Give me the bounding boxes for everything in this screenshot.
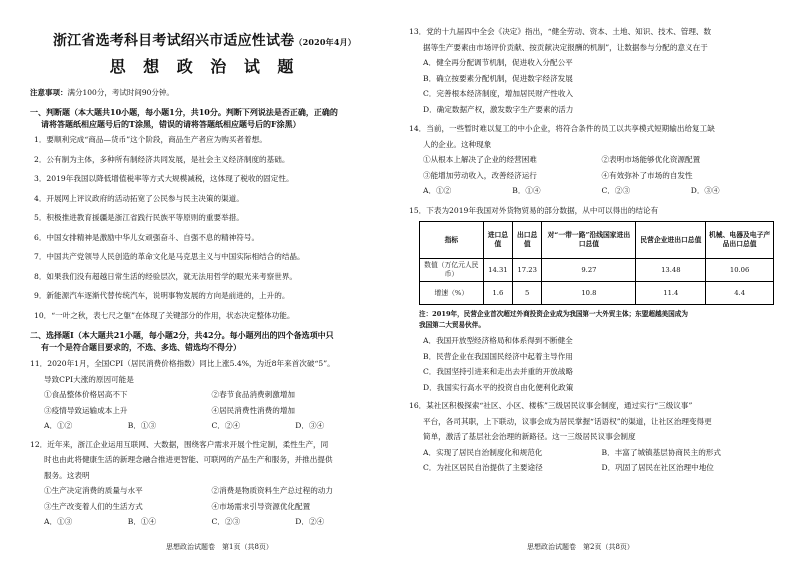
table-row bbox=[420, 282, 774, 305]
choice-d: D．我国实行高水平的投资自由化便利化政策 bbox=[423, 382, 574, 392]
question-12-stem-cont: 时也由此将健康生活的新理念融合推进更智能、可联网的产品生产和服务，并推出提供 bbox=[44, 455, 333, 464]
choice-d: D．②④ bbox=[295, 517, 325, 526]
question-16-stem-cont: 简单，激活了基层社会治理的新路径。这一三级居民议事会制度 bbox=[423, 432, 636, 441]
exam-title bbox=[30, 30, 379, 50]
statement-2: 2．公有制为主体，多种所有制经济共同发展，是社会主义经济制度的基础。 bbox=[34, 154, 290, 164]
choice-c: C．②③ bbox=[211, 517, 241, 526]
choice-d: D．③④ bbox=[295, 421, 325, 430]
item: ③能增加劳动收入，改善经济运行 bbox=[423, 170, 537, 180]
section-1-heading bbox=[30, 106, 379, 130]
table-header-cell: 对“一带一路”沿线国家进出口总值 bbox=[542, 222, 636, 259]
true-false-list bbox=[30, 130, 379, 325]
question-12-stem: 12．近年来，浙江企业运用互联网、大数据，围绕客户需求开展个性定制，柔性生产，同 bbox=[30, 439, 329, 449]
question-13-stem: 13．党的十九届四中全会《决定》指出，“健全劳动、资本、土地、知识、技术、管理、数 bbox=[409, 27, 712, 36]
table-header-cell: 出口总值 bbox=[513, 222, 542, 259]
question-11-items-b bbox=[30, 403, 379, 419]
choice-b: B．①④ bbox=[512, 186, 541, 195]
choice-a: A．①② bbox=[423, 186, 452, 195]
table-header-cell: 民营企业进出口总值 bbox=[636, 222, 706, 259]
question-15-stem: 15．下表为2019年我国对外货物贸易的部分数据，从中可以得出的结论有 bbox=[409, 205, 659, 215]
question-12 bbox=[30, 437, 379, 530]
question-16-choices-b bbox=[409, 460, 780, 476]
table-header-cell: 机械、电器及电子产品出口总值 bbox=[706, 222, 774, 259]
statement-6: 6．中国女排精神是激励中华儿女顽强奋斗、自强不息的精神符号。 bbox=[34, 232, 260, 242]
choice-d: D．确定数据产权，激发数字生产要素的活力 bbox=[423, 104, 574, 114]
choice-c: C．完善根本经济制度，增加居民财产性收入 bbox=[423, 89, 574, 98]
table-cell: 9.27 bbox=[542, 259, 636, 282]
item: ①生产决定消费的质量与水平 bbox=[44, 486, 143, 495]
question-14 bbox=[409, 121, 780, 199]
item: ③疫情导致运输成本上升 bbox=[44, 405, 128, 415]
section-1-heading-line2: 请将答题纸相应题号后的T涂黑，错误的请将答题纸相应题号后的F涂黑） bbox=[41, 119, 301, 129]
question-15 bbox=[409, 203, 780, 219]
question-13 bbox=[409, 24, 780, 117]
question-14-items-b bbox=[409, 168, 780, 184]
item: ④有效弥补了市场的自发性 bbox=[601, 170, 693, 180]
choice-b: B．丰富了城镇基层协商民主的形式 bbox=[601, 447, 721, 457]
item: ④市场需求引导资源优化配置 bbox=[211, 501, 311, 511]
question-14-stem: 14．当前，一些暂时难以复工的中小企业，将符合条件的员工以共享模式短期输出给复工缺 bbox=[409, 124, 715, 133]
table-cell: 4.4 bbox=[706, 282, 774, 305]
section-2-heading bbox=[30, 329, 379, 353]
table-cell: 13.48 bbox=[636, 259, 706, 282]
table-header-cell: 指标 bbox=[420, 222, 484, 259]
table-cell: 11.4 bbox=[636, 282, 706, 305]
question-12-choices bbox=[30, 514, 379, 530]
choice-c: C．②④ bbox=[211, 421, 241, 430]
choice-b: B．确立按要素分配机制，促进数字经济发展 bbox=[423, 73, 573, 83]
choice-a: A．我国开放型经济格局和体系得到不断健全 bbox=[423, 336, 573, 345]
statement-10: 10．“一叶之秋，表七尺之躯”在体现了关键部分的作用，状态决定整体功能。 bbox=[34, 310, 295, 320]
trade-data-table bbox=[419, 221, 774, 305]
choice-b: B．①③ bbox=[127, 421, 157, 430]
question-13-stem-cont: 据等生产要素由市场评价贡献、按贡献决定报酬的机制”，让数据参与分配的意义在于 bbox=[423, 42, 708, 52]
question-16-choices-a bbox=[409, 445, 780, 461]
question-14-items-a bbox=[409, 152, 780, 168]
item: ②消费是物质资料生产总过程的动力 bbox=[211, 486, 333, 495]
choice-c: C．②③ bbox=[601, 186, 631, 195]
statement-4: 4．开展网上评议政府的活动拓宽了公民参与民主决策的渠道。 bbox=[34, 193, 244, 203]
section-1-heading-line1: 一、判断题（本大题共10小题，每小题1分，共10分。判断下列说法是否正确，正确的 bbox=[30, 107, 338, 117]
choice-a: A．实现了居民自治制度化和规范化 bbox=[423, 447, 543, 457]
table-cell: 1.6 bbox=[483, 282, 512, 305]
table-cell: 10.8 bbox=[542, 282, 636, 305]
subject-title: 思 想 政 治 试 题 bbox=[109, 57, 300, 76]
question-11-stem-cont: 导致CPI大涨的原因可能是 bbox=[44, 374, 134, 384]
statement-7: 7．中国共产党领导人民创造的革命文化是马克思主义与中国实际相结合的结晶。 bbox=[34, 252, 305, 261]
notice-text: 满分100分，考试时间90分钟。 bbox=[67, 88, 174, 97]
question-11-items-a bbox=[30, 387, 379, 403]
question-11-choices bbox=[30, 418, 379, 434]
question-15-choices bbox=[409, 333, 780, 395]
choice-c: C．我国坚持引进来和走出去并重的开放战略 bbox=[423, 367, 574, 376]
statement-9: 9．新能源汽车逐渐代替传统汽车，说明事物发展的方向是前进的，上升的。 bbox=[34, 291, 290, 300]
page-right bbox=[397, 0, 794, 561]
page-footer-right: 思想政治试题卷 第2页（共8页） bbox=[527, 543, 634, 551]
table-cell: 数值（万亿元人民币） bbox=[420, 259, 484, 282]
table-note bbox=[409, 309, 780, 331]
table-header-cell: 进口总值 bbox=[483, 222, 512, 259]
table-header-row bbox=[420, 222, 774, 259]
choice-a: A．健全再分配调节机制，促进收入分配公平 bbox=[423, 58, 573, 67]
choice-b: B．民营企业在我国国民经济中起着主导作用 bbox=[423, 351, 573, 361]
notice-label: 注意事项： bbox=[30, 88, 68, 97]
choice-c: C．为社区居民自治提供了主要途径 bbox=[423, 463, 543, 472]
exam-notice bbox=[30, 87, 379, 98]
statement-8: 8．如果我们没有超越日常生活的经验层次，就无法用哲学的眼光来考察世界。 bbox=[34, 271, 298, 281]
table-cell: 10.06 bbox=[706, 259, 774, 282]
question-14-stem-cont: 人的企业。这种现象 bbox=[423, 139, 492, 149]
question-16 bbox=[409, 398, 780, 476]
item: ④居民消费性消费的增加 bbox=[211, 405, 296, 415]
section-2-heading-line2: 有一个是符合题目要求的，不选、多选、错选均不得分） bbox=[41, 342, 241, 352]
table-cell: 5 bbox=[513, 282, 542, 305]
choice-a: A．①② bbox=[44, 421, 73, 430]
exam-date: （2020年4月） bbox=[294, 37, 357, 47]
item: ①食品整体价格居高不下 bbox=[44, 390, 128, 399]
table-cell: 增速（%） bbox=[420, 282, 484, 305]
item: ③生产改变着人们的生活方式 bbox=[44, 501, 143, 511]
table-cell: 14.31 bbox=[483, 259, 512, 282]
statement-5: 5．积极推进教育援疆是浙江省践行民族平等原则的重要举措。 bbox=[34, 213, 244, 222]
page-footer-left: 思想政治试题卷 第1页（共8页） bbox=[166, 543, 273, 551]
item: ①从根本上解决了企业的经营困难 bbox=[423, 155, 537, 164]
exam-title-text: 浙江省选考科目考试绍兴市适应性试卷 bbox=[52, 33, 295, 49]
question-12-items-b bbox=[30, 499, 379, 515]
item: ②春节食品消费刺激增加 bbox=[211, 390, 296, 399]
choice-a: A．①③ bbox=[44, 517, 73, 526]
statement-1: 1．要顺利完成“商品—货币”这个阶段，商品生产者应为购买者着想。 bbox=[34, 135, 267, 144]
question-16-stem-cont: 平台，各司其职，上下联动，议事会成为居民掌握“话语权”的渠道，让社区治理变得更 bbox=[423, 416, 712, 426]
question-11-stem: 11．2020年1月，全国CPI（居民消费价格指数）同比上涨5.4%，为近8年来首次破“5”。 bbox=[30, 359, 335, 368]
statement-3: 3．2019年我国以降低增值税率等方式大规模减税，这体现了税收的固定性。 bbox=[34, 174, 294, 183]
table-note-line2: 我国第二大贸易伙伴。 bbox=[419, 321, 485, 329]
choice-d: D．巩固了居民在社区治理中地位 bbox=[601, 463, 714, 472]
item: ②表明市场能够优化资源配置 bbox=[601, 155, 701, 164]
table-cell: 17.23 bbox=[513, 259, 542, 282]
question-12-stem-cont: 服务。这表明 bbox=[44, 470, 90, 480]
choice-d: D．③④ bbox=[690, 186, 720, 195]
table-row bbox=[420, 259, 774, 282]
section-2-heading-line1: 二、选择题Ⅰ（本大题共21小题，每小题2分，共42分。每小题列出的四个备选项中只 bbox=[30, 330, 334, 340]
question-14-choices bbox=[409, 183, 780, 199]
question-16-stem: 16．某社区积极探索“社区、小区、楼栋”三级居民议事会制度，通过实行“三级议事” bbox=[409, 401, 693, 410]
table-note-line1: 注：2019年，民营企业首次超过外商投资企业成为我国第一大外贸主体；东盟超越美国成为 bbox=[419, 310, 688, 318]
question-11 bbox=[30, 356, 379, 434]
choice-b: B．①④ bbox=[127, 517, 157, 526]
question-12-items-a bbox=[30, 483, 379, 499]
